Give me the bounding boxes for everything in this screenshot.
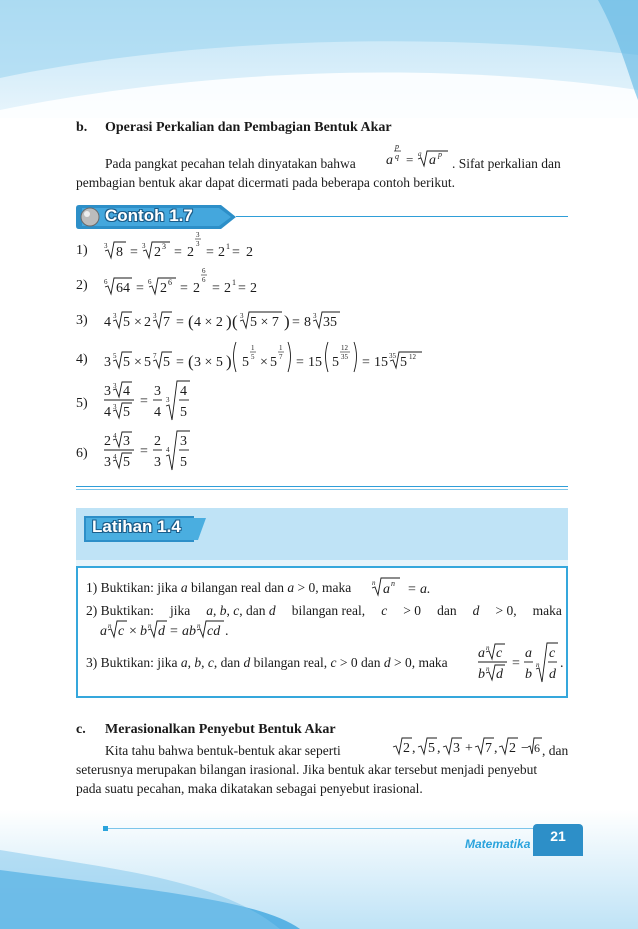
- example-6-number: 6): [76, 446, 88, 461]
- svg-text:3: 3: [104, 455, 111, 470]
- svg-text:6: 6: [202, 267, 206, 275]
- svg-text:b: b: [140, 624, 147, 639]
- svg-text:7: 7: [279, 353, 283, 361]
- svg-text:2: 2: [218, 245, 225, 260]
- svg-text:1: 1: [232, 278, 236, 287]
- latihan-q2-f: > 0,: [495, 603, 517, 618]
- svg-text:=: =: [140, 394, 148, 409]
- svg-text:+: +: [465, 741, 473, 756]
- svg-text:=: =: [238, 281, 246, 296]
- example-5-number: 5): [76, 396, 88, 411]
- latihan-q1-var-a: a: [180, 580, 188, 595]
- svg-text:=: =: [362, 355, 370, 370]
- latihan-q1: [86, 580, 351, 596]
- svg-text:5: 5: [180, 455, 187, 470]
- section-c-line1-b: , dan: [542, 743, 569, 758]
- svg-text:n: n: [148, 622, 152, 630]
- svg-text:35: 35: [341, 353, 348, 361]
- svg-text:3: 3: [166, 396, 170, 404]
- svg-text:64: 64: [116, 281, 130, 296]
- svg-text:5 × 7: 5 × 7: [250, 315, 279, 330]
- svg-text:3: 3: [104, 384, 111, 399]
- svg-text:×: ×: [134, 315, 142, 330]
- latihan-q3-c: bilangan real,: [253, 655, 328, 670]
- svg-text:=: =: [512, 656, 520, 671]
- svg-text:5: 5: [144, 355, 151, 370]
- example-1-number: 1): [76, 243, 88, 258]
- latihan-q3-a: 3) Buktikan: jika: [86, 655, 178, 670]
- section-b-intro-2: . Sifat perkalian dan: [452, 156, 561, 171]
- latihan-q2-var-d: d: [472, 603, 480, 618]
- svg-text:=: =: [180, 281, 188, 296]
- latihan-q3: [86, 655, 448, 671]
- svg-text:,: ,: [437, 741, 441, 756]
- svg-text:=: =: [170, 624, 178, 639]
- svg-text:2: 2: [403, 741, 410, 756]
- contoh-rule: [236, 216, 568, 217]
- svg-text:2: 2: [224, 281, 231, 296]
- svg-text:1: 1: [251, 344, 255, 352]
- example-2-number: 2): [76, 278, 88, 293]
- latihan-q2-a: 2) Buktikan:: [86, 603, 154, 618]
- page-number: 21: [550, 828, 566, 844]
- latihan-q3-vars: a, b, c,: [180, 655, 218, 670]
- svg-text:=: =: [232, 245, 240, 260]
- svg-text:): ): [226, 312, 232, 331]
- svg-text:n: n: [486, 644, 490, 652]
- svg-text:7: 7: [163, 315, 170, 330]
- svg-text:(: (: [232, 312, 238, 331]
- latihan-q3-var-c: c: [330, 655, 337, 670]
- svg-text:=: =: [212, 281, 220, 296]
- latihan-q2-g: maka: [532, 603, 562, 618]
- svg-text:(: (: [188, 352, 194, 371]
- svg-text:5: 5: [163, 355, 170, 370]
- section-c-line1-a: Kita tahu bahwa bentuk-bentuk akar seperti: [105, 743, 341, 758]
- section-b-letter: b.: [76, 120, 88, 135]
- section-b-intro-3: pembagian bentuk akar dapat dicermati pada beberapa contoh berikut.: [76, 175, 455, 190]
- svg-text:6: 6: [104, 278, 108, 286]
- header-decoration: [0, 0, 638, 118]
- svg-text:b: b: [525, 667, 532, 682]
- latihan-q3-formula: [478, 640, 564, 686]
- svg-text:=: =: [206, 245, 214, 260]
- contoh-label: Contoh 1.7: [105, 206, 193, 225]
- svg-text:4: 4: [180, 384, 187, 399]
- svg-text:n: n: [536, 661, 540, 669]
- svg-text:5: 5: [242, 355, 249, 370]
- svg-text:7: 7: [485, 741, 492, 756]
- svg-text:3 × 5: 3 × 5: [194, 355, 223, 370]
- divider-bottom: [76, 489, 568, 490]
- svg-text:5: 5: [113, 352, 117, 360]
- svg-text:15: 15: [308, 355, 322, 370]
- svg-text:6: 6: [148, 278, 152, 286]
- svg-text:ab: ab: [182, 624, 196, 639]
- latihan-q1-var-a2: a: [287, 580, 295, 595]
- latihan-q3-b: dan: [220, 655, 241, 670]
- svg-text:=: =: [296, 355, 304, 370]
- svg-text:3: 3: [113, 382, 117, 390]
- svg-text:4: 4: [113, 432, 117, 440]
- svg-text:4: 4: [154, 405, 161, 420]
- section-b-title: Operasi Perkalian dan Pembagian Bentuk Akar: [105, 120, 392, 135]
- svg-text:=: =: [408, 582, 416, 597]
- footer-subject: Matematika: [465, 837, 531, 851]
- svg-text:1: 1: [226, 242, 230, 251]
- svg-text:3: 3: [113, 403, 117, 411]
- svg-text:2: 2: [160, 281, 167, 296]
- svg-text:=: =: [136, 281, 144, 296]
- svg-text:3: 3: [154, 384, 161, 399]
- svg-text:=: =: [130, 245, 138, 260]
- svg-text:3: 3: [196, 240, 200, 248]
- svg-text:d: d: [158, 624, 165, 639]
- example-3-number: 3): [76, 313, 88, 328]
- svg-text:5: 5: [251, 353, 255, 361]
- svg-text:5: 5: [180, 405, 187, 420]
- latihan-q2-c: bilangan real,: [291, 603, 366, 618]
- divider-top: [76, 486, 568, 487]
- example-5-formula: [104, 378, 224, 424]
- svg-text:3: 3: [313, 312, 317, 320]
- svg-text:6: 6: [168, 278, 172, 287]
- example-3-formula: [104, 300, 364, 334]
- svg-text:3: 3: [453, 741, 460, 756]
- irrational-examples-formula: [392, 734, 542, 758]
- svg-text:2: 2: [246, 245, 253, 260]
- latihan-q3-var-d: d: [243, 655, 251, 670]
- svg-text:): ): [226, 352, 232, 371]
- svg-text:2: 2: [509, 741, 516, 756]
- svg-text:8: 8: [116, 245, 123, 260]
- example-4-formula: [104, 336, 434, 376]
- example-6-formula: [104, 428, 224, 474]
- svg-text:6: 6: [534, 741, 540, 755]
- svg-text:×: ×: [129, 624, 137, 639]
- svg-text:4: 4: [104, 405, 111, 420]
- svg-text:4: 4: [123, 384, 130, 399]
- latihan-q1-b: bilangan real dan: [191, 580, 284, 595]
- svg-text:=: =: [406, 152, 414, 167]
- svg-text:8: 8: [304, 315, 311, 330]
- svg-text:a: a: [383, 582, 390, 597]
- svg-text:=: =: [174, 245, 182, 260]
- svg-text:4 × 2: 4 × 2: [194, 315, 223, 330]
- svg-text:5: 5: [332, 355, 339, 370]
- svg-text:3: 3: [123, 434, 130, 449]
- section-c-line2: seterusnya merupakan bilangan irasional. Jika bentuk akar tersebut menjadi penyebut: [76, 762, 538, 777]
- svg-text:6: 6: [202, 276, 206, 284]
- svg-text:2: 2: [154, 245, 161, 260]
- svg-text:3: 3: [142, 242, 146, 250]
- svg-text:5: 5: [123, 315, 130, 330]
- section-b-intro-1: Pada pangkat pecahan telah dinyatakan bahwa: [105, 156, 356, 171]
- svg-text:5: 5: [400, 355, 407, 370]
- svg-text:2: 2: [104, 434, 111, 449]
- svg-text:2: 2: [154, 434, 161, 449]
- svg-text:d: d: [496, 667, 503, 682]
- svg-text:d: d: [549, 667, 556, 682]
- svg-text:×: ×: [134, 355, 142, 370]
- svg-text:3: 3: [104, 242, 108, 250]
- svg-text:a: a: [429, 153, 436, 168]
- svg-text:−: −: [521, 741, 529, 756]
- svg-text:a.: a.: [420, 582, 431, 597]
- svg-text:3: 3: [154, 455, 161, 470]
- svg-text:n: n: [391, 579, 395, 588]
- svg-text:2: 2: [250, 281, 257, 296]
- svg-text:p: p: [395, 142, 399, 151]
- latihan-q2-formula: [100, 617, 240, 641]
- section-c-letter: c.: [76, 722, 86, 737]
- svg-text:3: 3: [240, 312, 244, 320]
- example-1-formula: [104, 228, 244, 262]
- svg-text:2: 2: [187, 245, 194, 260]
- svg-text:=: =: [176, 315, 184, 330]
- latihan-q2-d: > 0: [403, 603, 422, 618]
- svg-text:q: q: [418, 150, 422, 158]
- svg-text:×: ×: [260, 355, 268, 370]
- svg-text:q: q: [395, 152, 399, 161]
- svg-text:c: c: [549, 646, 556, 661]
- latihan-label: Latihan 1.4: [92, 517, 181, 536]
- svg-text:a: a: [100, 624, 107, 639]
- latihan-q2-vars: a, b, c, dan d: [206, 603, 276, 618]
- svg-text:n: n: [108, 622, 112, 630]
- latihan-q3-e: > 0, maka: [393, 655, 448, 670]
- fractional-power-formula: [384, 140, 450, 170]
- svg-text:2: 2: [193, 281, 200, 296]
- svg-text:3: 3: [196, 231, 200, 239]
- svg-text:n: n: [486, 665, 490, 673]
- svg-text:3: 3: [104, 355, 111, 370]
- latihan-q2-var-c: c: [381, 603, 388, 618]
- svg-text:.: .: [560, 656, 564, 671]
- svg-text:p: p: [438, 150, 442, 159]
- svg-text:3: 3: [153, 312, 157, 320]
- svg-text:n: n: [197, 622, 201, 630]
- svg-text:5: 5: [123, 455, 130, 470]
- svg-text:4: 4: [113, 453, 117, 461]
- svg-text:,: ,: [412, 741, 416, 756]
- svg-text:3: 3: [162, 242, 166, 251]
- latihan-q3-var-d2: d: [383, 655, 391, 670]
- latihan-q2-b: jika: [169, 603, 191, 618]
- latihan-q2-e: dan: [437, 603, 457, 618]
- svg-text:,: ,: [494, 741, 498, 756]
- svg-text:(: (: [188, 312, 194, 331]
- svg-text:c: c: [496, 646, 503, 661]
- svg-text:a: a: [386, 153, 393, 168]
- section-c-title: Merasionalkan Penyebut Bentuk Akar: [105, 722, 336, 737]
- example-2-formula: [104, 264, 264, 298]
- svg-text:=: =: [140, 444, 148, 459]
- svg-text:4: 4: [166, 446, 170, 454]
- svg-text:7: 7: [153, 352, 157, 360]
- svg-text:35: 35: [323, 315, 337, 330]
- svg-text:cd: cd: [207, 624, 221, 639]
- svg-text:2: 2: [144, 315, 151, 330]
- svg-text:b: b: [478, 667, 485, 682]
- svg-text:15: 15: [374, 355, 388, 370]
- svg-text:12: 12: [409, 353, 416, 361]
- example-1-result: [244, 228, 264, 262]
- example-4-number: 4): [76, 352, 88, 367]
- svg-text:=: =: [292, 315, 300, 330]
- svg-text:12: 12: [341, 344, 348, 352]
- svg-text:c: c: [118, 624, 125, 639]
- latihan-q1-a: 1) Buktikan: jika: [86, 580, 178, 595]
- svg-text:a: a: [478, 646, 485, 661]
- latihan-q1-formula: [370, 574, 466, 598]
- footer-rule: [108, 828, 533, 829]
- svg-text:1: 1: [279, 344, 283, 352]
- svg-text:3: 3: [180, 434, 187, 449]
- latihan-q1-c: > 0, maka: [297, 580, 352, 595]
- svg-text:5: 5: [428, 741, 435, 756]
- svg-text:5: 5: [270, 355, 277, 370]
- svg-text:3: 3: [113, 312, 117, 320]
- latihan-q3-d: > 0 dan: [339, 655, 381, 670]
- svg-text:a: a: [525, 646, 532, 661]
- svg-text:5: 5: [123, 355, 130, 370]
- svg-text:.: .: [225, 624, 229, 639]
- section-c-line3: pada suatu pecahan, maka dikatakan sebagai penyebut irasional.: [76, 781, 423, 796]
- svg-text:n: n: [372, 579, 376, 587]
- svg-text:4: 4: [104, 315, 111, 330]
- svg-text:): ): [284, 312, 290, 331]
- svg-text:5: 5: [123, 405, 130, 420]
- svg-text:=: =: [176, 355, 184, 370]
- svg-text:35: 35: [389, 352, 396, 360]
